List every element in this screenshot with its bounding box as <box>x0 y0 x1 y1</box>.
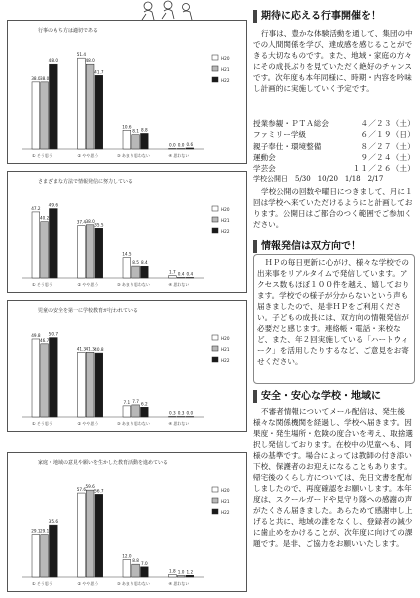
bar-value-label: 0.0 <box>177 142 185 148</box>
bar-value-label: 47.2 <box>31 205 41 211</box>
bar-h20 <box>123 130 131 149</box>
bar-h22 <box>49 338 57 417</box>
bar-h21 <box>132 135 140 149</box>
bar-value-label: 38.0 <box>31 75 41 81</box>
bar-h20 <box>32 535 40 577</box>
bar-h22 <box>140 407 148 417</box>
bar-value-label: 35.6 <box>48 519 59 525</box>
legend-swatch <box>212 498 218 503</box>
category-tick-label: ① そう思う <box>32 421 53 426</box>
schedule-row: 親子奉仕・環境整備 ８／２７（土） <box>253 141 415 151</box>
legend-swatch <box>212 487 218 492</box>
bar-value-label: 41.3 <box>85 346 95 352</box>
open-days-row: 学校公開日 5/30 10/20 1/18 2/17 <box>253 175 384 184</box>
bar-value-label: 29.1 <box>39 528 50 534</box>
bar-value-label: 7.1 <box>123 399 131 405</box>
bar-h20 <box>78 493 86 577</box>
legend-swatch <box>212 217 218 222</box>
legend-label: H21 <box>221 499 230 504</box>
legend-swatch <box>212 228 218 233</box>
bar-h22 <box>186 575 194 577</box>
section-events-title: 期待に応える行事開催を！ <box>253 10 403 23</box>
bar-value-label: 38.0 <box>85 218 95 224</box>
legend-label: H20 <box>221 488 230 493</box>
bar-value-label: 59.6 <box>85 484 95 490</box>
chart-information-survey <box>7 171 247 293</box>
category-tick-label: ② やや思う <box>77 153 99 158</box>
bar-value-label: 51.4 <box>76 52 87 58</box>
bar-h21 <box>177 149 185 150</box>
right-column <box>253 6 415 592</box>
bar-h21 <box>41 82 49 149</box>
legend-label: H22 <box>221 229 230 234</box>
category-tick-label: ④ 思わない <box>168 282 190 287</box>
chart-title: 家庭・地域の意見や願いを生かした教育活動を進めている <box>38 460 169 466</box>
bar-h22 <box>95 228 103 278</box>
bar-value-label: 40.8 <box>94 347 104 353</box>
category-tick-label: ② やや思う <box>77 581 99 586</box>
bar-h22 <box>140 567 148 577</box>
bar-h21 <box>41 222 49 278</box>
bar-value-label: 41.3 <box>76 346 87 352</box>
bar-h22 <box>95 75 103 149</box>
bar-h20 <box>169 417 177 418</box>
section-events-para1: 行事は、豊かな体験活動を通して、集団の中での人間関係を学び、達成感を感じることができる大切なものです。また、地域・家庭の方々にその成長ぶりを見ていただく絶好のチャンスです。次年度も本年同様に、時期・内容を吟味し計画的に実施していく予定です。 <box>253 29 413 93</box>
bar-h20 <box>123 560 131 577</box>
schedule-row: 授業参観・ＰＴＡ総会 ４／２３（土） <box>253 119 415 128</box>
bar-value-label: 50.7 <box>48 331 59 337</box>
bar-value-label: 56.7 <box>94 488 104 494</box>
bar-value-label: 40.2 <box>39 215 50 221</box>
bar-h21 <box>132 564 140 577</box>
bar-value-label: 1.7 <box>169 269 176 275</box>
bar-value-label: 0.3 <box>177 410 185 416</box>
chart-2-svg <box>8 301 246 431</box>
chart-title: さまざまな方法で情報発信に努力している <box>38 179 134 185</box>
bar-value-label: 35.5 <box>94 222 104 228</box>
bar-value-label: 8.1 <box>132 128 139 134</box>
bar-h22 <box>95 353 103 417</box>
section-safety-title: 安全・安心な学校・地域に <box>253 390 403 403</box>
bar-value-label: 48.0 <box>48 58 59 64</box>
bar-h21 <box>41 344 49 417</box>
bar-value-label: 49.6 <box>48 202 59 208</box>
chart-community-survey <box>7 452 247 592</box>
event-schedule <box>253 118 415 186</box>
legend-label: H20 <box>221 336 230 341</box>
bar-h20 <box>78 58 86 149</box>
bar-h21 <box>177 277 185 278</box>
category-tick-label: ④ 思わない <box>168 153 190 158</box>
bar-value-label: 37.4 <box>76 219 87 225</box>
category-tick-label: ③ あまり思わない <box>117 421 150 426</box>
legend-label: H20 <box>221 207 230 212</box>
bar-value-label: 38.0 <box>39 75 50 81</box>
section-info-title: 情報発信は双方向で！ <box>253 240 403 253</box>
bar-value-label: 41.7 <box>94 69 104 75</box>
bar-value-label: 29.1 <box>31 528 41 534</box>
bar-h20 <box>32 339 40 417</box>
section-info-box <box>253 254 415 384</box>
chart-title: 行事のもち方は適切である <box>38 28 99 34</box>
bar-h21 <box>86 490 94 577</box>
legend-swatch <box>212 66 218 71</box>
legend-swatch <box>212 55 218 60</box>
legend-label: H22 <box>221 510 230 515</box>
schedule-row: ファミリー学級 ６／１９（日） <box>253 130 415 140</box>
bar-h22 <box>49 64 57 149</box>
bar-value-label: 6.2 <box>141 401 148 407</box>
category-tick-label: ② やや思う <box>77 282 99 287</box>
bar-h21 <box>86 64 94 149</box>
legend-swatch <box>212 346 218 351</box>
bar-h21 <box>41 535 49 577</box>
bar-h20 <box>123 406 131 417</box>
bar-h22 <box>140 266 148 278</box>
bar-value-label: 0.0 <box>186 410 194 416</box>
chart-safety-survey <box>7 300 247 432</box>
bar-h21 <box>132 266 140 278</box>
bar-h21 <box>132 405 140 417</box>
schedule-row: 運動会 ９／２４（土） <box>253 152 415 162</box>
chart-0-svg <box>8 21 246 163</box>
legend-label: H21 <box>221 218 230 223</box>
category-tick-label: ④ 思わない <box>168 421 190 426</box>
bar-value-label: 0.4 <box>186 271 194 277</box>
chart-event-survey <box>7 20 247 164</box>
legend-swatch <box>212 335 218 340</box>
bar-h20 <box>169 574 177 577</box>
legend-label: H21 <box>221 347 230 352</box>
chart-1-svg <box>8 172 246 292</box>
bar-value-label: 48.0 <box>85 58 95 64</box>
bar-value-label: 14.5 <box>122 251 132 257</box>
legend-label: H22 <box>221 358 230 363</box>
bar-value-label: 8.5 <box>132 260 139 266</box>
bar-h22 <box>186 148 194 149</box>
bar-h20 <box>123 258 131 278</box>
bar-value-label: 8.8 <box>132 558 139 564</box>
bar-h21 <box>177 417 185 418</box>
category-tick-label: ③ あまり思わない <box>117 282 150 287</box>
bar-value-label: 7.0 <box>141 560 148 566</box>
bar-value-label: 12.0 <box>122 553 132 559</box>
bar-value-label: 8.4 <box>141 260 148 266</box>
bar-h22 <box>49 525 57 577</box>
bar-value-label: 49.8 <box>31 332 41 338</box>
bar-value-label: 7.7 <box>132 398 139 404</box>
bar-value-label: 0.4 <box>177 271 185 277</box>
category-tick-label: ② やや思う <box>77 421 99 426</box>
category-tick-label: ① そう思う <box>32 153 53 158</box>
bar-h21 <box>86 352 94 417</box>
legend-swatch <box>212 77 218 82</box>
bar-h20 <box>169 276 177 278</box>
section-safety-para: 不審者情報についてメール配信は、発生後様々な関係機関を経過し、学校へ届きます。因果度・発生場所・危険の度合いを考え、取捨選択し発信しております。在校中の児童へも、同様の基準です。場合によっては教師の付き添い下校、保護者のお迎えになることもあります。帰宅後のくらし方については、先日文書を配布しましたので、再度確認をお願いします。本年度は、スクールガードや見守り隊への感謝の声がたくさん届きました。あらためて感謝申し上げると共に、地域の誰をなくし、登録者の減少に歯止めをかけることが、次年度に向けての課題です。是非、ご協力をお願いいたします。 <box>253 407 413 548</box>
bar-value-label: 1.2 <box>186 569 194 575</box>
category-tick-label: ① そう思う <box>32 581 53 586</box>
bar-h20 <box>169 149 177 150</box>
bar-value-label: 57.6 <box>76 487 87 493</box>
legend-swatch <box>212 509 218 514</box>
bar-h20 <box>32 212 40 278</box>
bar-value-label: 10.6 <box>122 124 132 130</box>
bar-h22 <box>49 209 57 278</box>
bar-h22 <box>186 417 194 418</box>
bar-value-label: 0.0 <box>169 142 176 148</box>
legend-label: H21 <box>221 67 230 72</box>
category-tick-label: ③ あまり思わない <box>117 581 150 586</box>
legend-label: H20 <box>221 56 230 61</box>
bar-value-label: 1.8 <box>169 568 176 574</box>
bar-value-label: 0.3 <box>169 410 176 416</box>
bar-value-label: 0.6 <box>186 141 194 147</box>
section-info-para: ＨＰの毎日更新に心がけ、様々な学校での出来事をリアルタイムで発信しています。アクセス数もほぼ１００件を越え、嬉しております。学校での様子が分からないという声も届きましたので、是非ＨＰをご利用ください。子どもの成長には、双方向の情報発信が必要だと感じます。連絡帳・電話・来校など、また、年２回実施している「ハートウィーク」を活用したりするなど、ご意見をお寄せください。 <box>257 258 410 366</box>
bar-value-label: 8.8 <box>141 127 148 133</box>
bar-h22 <box>140 133 148 149</box>
children-illustration <box>138 0 198 22</box>
legend-label: H22 <box>221 78 230 83</box>
bar-h20 <box>32 82 40 149</box>
bar-value-label: 46.7 <box>39 337 50 343</box>
bar-value-label: 1.0 <box>177 569 185 575</box>
chart-title: 児童の安全を第一に学校教育が行われている <box>38 308 139 314</box>
section-events-para2: 学校公開の回数や曜日につきまして、月に１回は学校へ来ていただけるようにと計画しております。公開日はご都合のつく範囲でご参加ください。 <box>253 187 413 229</box>
bar-h21 <box>177 576 185 577</box>
category-tick-label: ④ 思わない <box>168 581 190 586</box>
bar-h21 <box>86 225 94 278</box>
schedule-row: 学芸会 １１／２６（土） <box>253 164 415 174</box>
category-tick-label: ① そう思う <box>32 282 53 287</box>
chart-3-svg <box>8 453 246 591</box>
bar-h20 <box>78 226 86 278</box>
legend-swatch <box>212 357 218 362</box>
bar-h20 <box>78 352 86 417</box>
category-tick-label: ③ あまり思わない <box>117 153 150 158</box>
bar-h22 <box>95 494 103 577</box>
legend-swatch <box>212 206 218 211</box>
bar-h22 <box>186 277 194 278</box>
